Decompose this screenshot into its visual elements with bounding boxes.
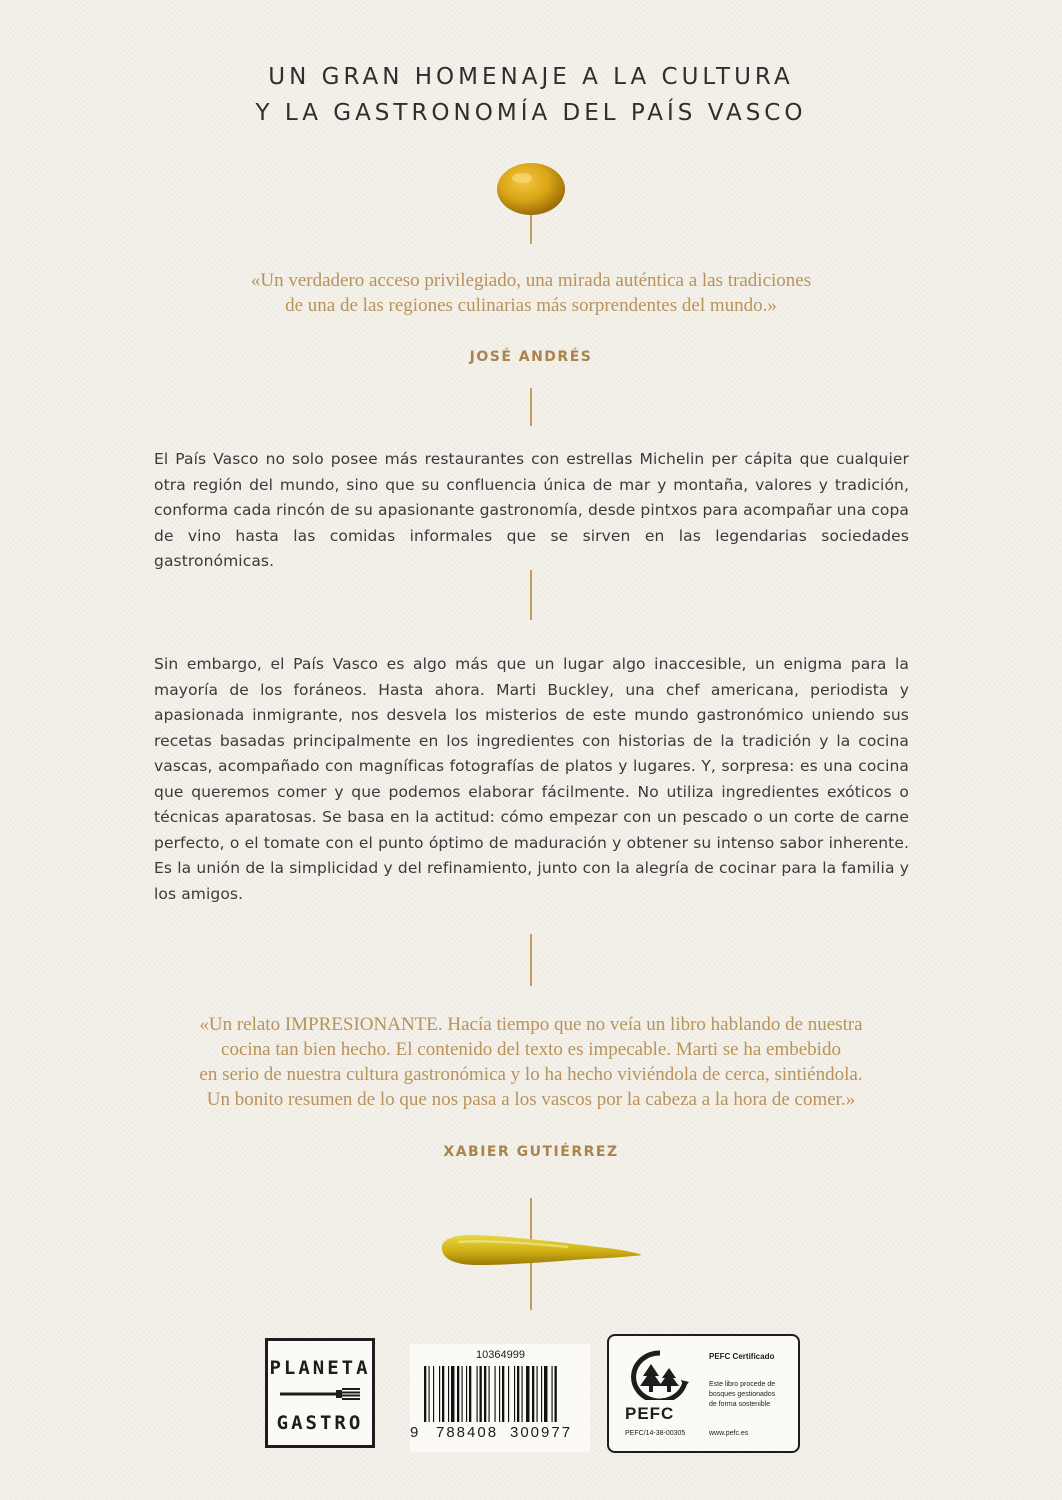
paragraph-2: Sin embargo, el País Vasco es algo más que un lugar algo inaccesible, un enigma para la mayoría de los foráneos. Hasta ahora. Marti Buckley, una chef americana, periodista y apasionada inmigrante, nos desvela los misterios de este mundo gastronómico uniendo sus recetas basadas principalmente en los ingredientes con historias de la tradición y la cocina vascas, acompañado con magníficas fotografías de platos y lugares. Y, sorpresa: es una cocina que queremos comer y que podemos elaborar fácilmente. No utiliza ingredientes exóticos o técnicas aparatosas. Se basa en la actitud: cómo empezar con un pescado o un corte de carne perfecto, o el tomate con el punto óptimo de maduración y obtener su intenso sabor inherente. Es la unión de la simplicidad y del refinamiento, junto con la alegría de cocinar para la familia y los amigos. <box>154 655 909 903</box>
barcode-icon <box>424 1366 584 1432</box>
divider-line-2 <box>530 570 532 620</box>
quote-2-author: XABIER GUTIÉRREZ <box>443 1144 619 1160</box>
quote-1-line-1: «Un verdadero acceso privilegiado, una mirada auténtica a las tradiciones <box>250 270 812 291</box>
isbn-first-digit: 9 <box>410 1424 419 1441</box>
fork-icon <box>280 1387 362 1401</box>
pefc-desc-1: Este libro procede de <box>709 1381 776 1388</box>
quote-2-line-3: en serio de nuestra cultura gastronómica y lo ha hecho viviéndola de cerca, sintiéndola. <box>199 1064 863 1085</box>
pefc-url: www.pefc.es <box>709 1430 749 1437</box>
pefc-desc-2: bosques gestionados <box>709 1391 776 1398</box>
quote-2-line-2: cocina tan bien hecho. El contenido del texto es impecable. Marti se ha embebido <box>221 1039 841 1060</box>
quote-1-author: JOSÉ ANDRÉS <box>469 349 593 365</box>
logo-word-gastro: GASTRO <box>276 1412 364 1434</box>
pefc-trees-icon <box>627 1350 693 1400</box>
quote-2-line-4: Un bonito resumen de lo que nos pasa a los vascos por la cabeza a la hora de comer.» <box>206 1089 856 1110</box>
pefc-title: PEFC Certificado <box>709 1352 775 1361</box>
pefc-desc-3: de forma sostenible <box>709 1401 771 1408</box>
pefc-code: PEFC/14-38-00305 <box>625 1430 686 1437</box>
paragraph-1: El País Vasco no solo posee más restaurantes con estrellas Michelin per cápita que cualquier otra región del mundo, sino que su confluencia única de mar y montaña, valores y tradición, conforma cada rincón de su apasionante gastronomía, desde pintxos para acompañar una copa de vino hasta las comidas informales que se sirven en las legendarias sociedades gastronómicas. <box>154 450 909 570</box>
divider-line-3 <box>530 934 532 986</box>
pefc-logo-text: PEFC <box>625 1404 675 1423</box>
barcode-code-top: 10364999 <box>476 1349 525 1361</box>
logo-word-planeta: PLANETA <box>269 1357 371 1379</box>
headline-line-1: UN GRAN HOMENAJE A LA CULTURA <box>268 64 794 90</box>
headline-line-2: Y LA GASTRONOMÍA DEL PAÍS VASCO <box>255 100 807 126</box>
quote-2-line-1: «Un relato IMPRESIONANTE. Hacía tiempo que no veía un libro hablando de nuestra <box>199 1014 863 1035</box>
pefc-certification-box <box>607 1334 800 1453</box>
quote-1-line-2: de una de las regiones culinarias más sorprendentes del mundo.» <box>285 295 777 316</box>
isbn-group-1: 788408 <box>436 1424 499 1441</box>
long-pepper-icon <box>438 1230 644 1270</box>
divider-line-1 <box>530 388 532 426</box>
round-pepper-icon <box>492 158 570 218</box>
barcode-area <box>410 1344 590 1452</box>
isbn-group-2: 300977 <box>510 1424 573 1441</box>
publisher-logo <box>265 1338 375 1448</box>
